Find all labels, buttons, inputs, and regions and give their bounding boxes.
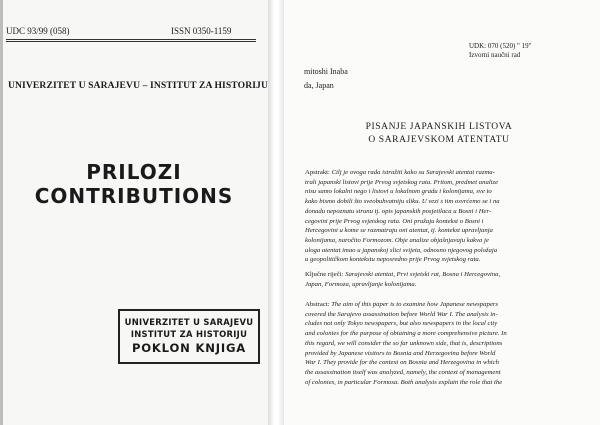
- abstract-en-text-line: cludes not only Tokyo newspapers, but also newspapers in the local city: [305, 320, 498, 328]
- abstract-text-line: cegovini prije Prvog svjetskog rata. Oni pružaju kontekst o Bosni i: [305, 217, 484, 225]
- author-name: mitoshi Inaba: [304, 67, 348, 76]
- abstract-en-text-line: the assassination itself was analyzed, namely, the context of management: [305, 368, 501, 376]
- header-rule-bottom: [6, 41, 256, 42]
- abstract-en-label: Abstract:: [305, 301, 330, 308]
- abstract-text-line: Cilj je ovoga rada istražiti kako su Sarajevski atentat razma-: [331, 169, 495, 176]
- donation-stamp: [118, 309, 260, 364]
- article-udc: UDK: 070 (520) " 19": [469, 42, 532, 50]
- left-page: [0, 0, 268, 425]
- abstract-text-line: trali japanski listovi prije Prvog svjetskog rata. Pritom, predmet analize: [305, 178, 499, 186]
- abstract-en: [305, 300, 590, 387]
- article-classification: [469, 42, 532, 60]
- keywords-bs: [305, 270, 590, 289]
- right-page: [284, 0, 600, 425]
- abstract-text-line: u geopolitičkom kontekstu neposredno prije Prvog svjetskog rata.: [305, 256, 481, 264]
- article-title-line: PISANJE JAPANSKIH LISTOVA: [365, 122, 513, 132]
- keywords-text-line: Japan, Formoza, upravljanje kolonijama.: [305, 280, 417, 288]
- abstract-en-text-line: War I. They provide for the context on Bosnia and Herzegovina in which: [305, 359, 499, 367]
- author-affiliation: da, Japan: [304, 81, 334, 90]
- stamp-line-gift: POKLON KNJIGA: [131, 341, 247, 355]
- stamp-line-institute: INSTITUT ZA HISTORIJU: [130, 329, 248, 339]
- publisher-heading: UNIVERZITET U SARAJEVU – INSTITUT ZA HISTORIJU: [8, 80, 268, 91]
- book-gutter: [268, 0, 284, 425]
- abstract-en-text-line: and colonies for the purpose of obtaining a more comprehensive picture. In: [305, 330, 507, 338]
- abstract-text-line: uloga atentat imao u japanskoj slici svijeta, odnosno njegovog položaja: [305, 246, 498, 254]
- stamp-line-university: UNIVERZITET U SARAJEVU: [124, 317, 254, 327]
- keywords-label: Ključne riječi:: [305, 271, 344, 278]
- abstract-text-line: donadu nepoznatu strunu tj. opis japanskih posjetilaca u Bosni i Her-: [305, 207, 492, 215]
- scan-edge-left: [0, 0, 3, 425]
- article-title: [314, 121, 564, 147]
- abstract-label: Apstrakt:: [305, 169, 330, 176]
- abstract-en-text-line: The aim of this paper is to examine how Japanese newspapers: [331, 301, 498, 308]
- abstract-text-line: Hercegovini u kome se razmatraju oni atentat, tj. kontekst upravljanja: [305, 227, 493, 235]
- article-type: Izvorni naučni rad: [469, 51, 521, 59]
- journal-title: PRILOZI: [86, 160, 182, 184]
- abstract-text-line: nisu samo lokalni nego i listovi u lokalnom gradu i kolonijama, sve to: [305, 188, 492, 196]
- journal-subtitle: CONTRIBUTIONS: [34, 184, 234, 208]
- abstract-en-text-line: covered the Sarajevo assassination before World War I. The analysis in-: [305, 310, 498, 318]
- article-title-line: O SARAJEVSKOM ATENTATU: [368, 135, 510, 145]
- udc-code: UDC 93/99 (058): [6, 26, 70, 36]
- abstract-text-line: kako bismo dobili što sveobuhvatniju sliku. U vezi s tim osvrćemo se i na: [305, 198, 500, 206]
- header-rule-top: [6, 39, 256, 40]
- abstract-en-text-line: provided by Japanese visitors to Bosnia and Herzegovina before World: [305, 349, 496, 357]
- abstract-en-text-line: of colonies, in particular Formosa. Both analysis explain the role that the: [305, 378, 503, 386]
- abstract-en-text-line: this regard, we will consider the so far unknown side, that is, descriptions: [305, 339, 503, 347]
- issn-code: ISSN 0350-1159: [171, 26, 232, 36]
- abstract-bs: [305, 168, 590, 265]
- abstract-text-line: kolonijama, naročito Formozom. Obje analize objašnjavaju kakva je: [305, 236, 489, 244]
- keywords-text-line: Sarajevski atentat, Prvi svjetski rat, Bosna i Hercegovina,: [345, 271, 501, 278]
